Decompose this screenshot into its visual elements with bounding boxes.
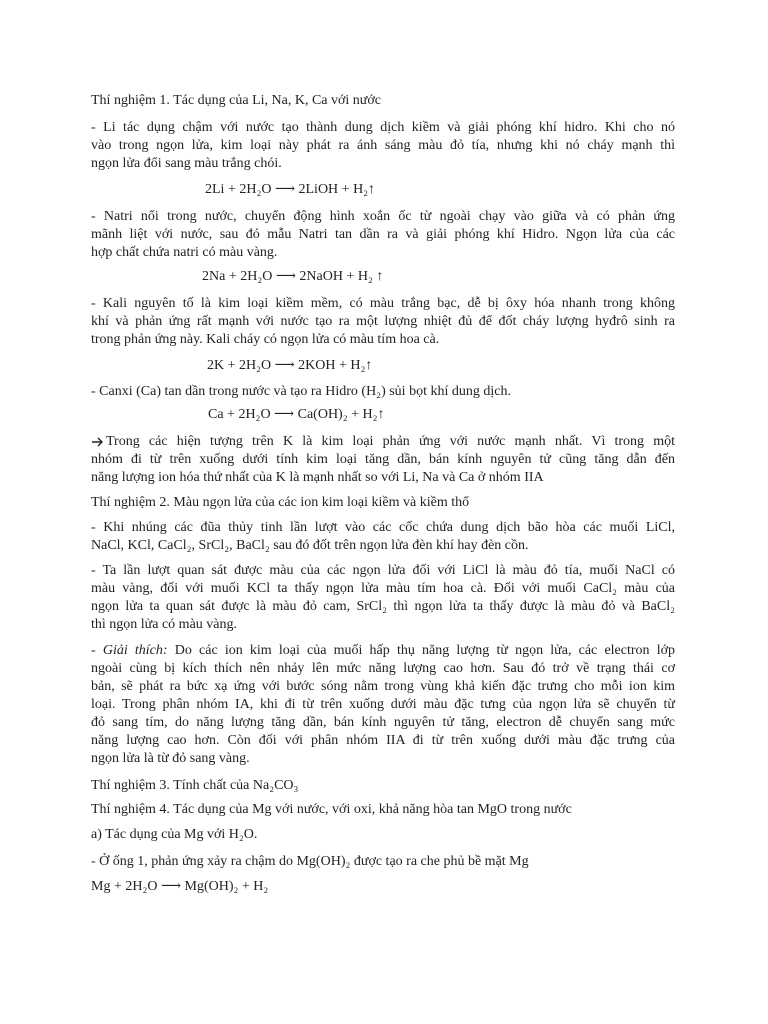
explanation-line: năng lượng cao hơn. Còn đối với phân nhóm IIA đi từ trên xuống dưới màu đặc trưng của: [91, 733, 675, 748]
explanation-line: ngọn lửa là từ đỏ sang vàng.: [91, 751, 250, 766]
na-paragraph-line: hợp chất chứa natri có màu vàng.: [91, 245, 278, 260]
na-paragraph-line: mãnh liệt với nước, sau đó mẫu Natri tan dần ra và giải phóng khí Hidro. Ngọn lửa của các: [91, 227, 675, 242]
exp2-p2-line: màu vàng, đối với muối KCl ta thấy ngọn lửa màu tím hoa cà. Đối với muối CaCl₂ màu của: [91, 581, 675, 596]
k-paragraph-line: trong phản ứng này. Kali cháy có ngọn lửa có màu tím hoa cà.: [91, 332, 440, 347]
explanation-label: Giải thích:: [102, 643, 168, 658]
exp1-heading: Thí nghiệm 1. Tác dụng của Li, Na, K, Ca với nước: [91, 93, 382, 108]
li-paragraph-line: vào trong ngọn lửa, kim loại này phát ra ánh sáng màu đỏ tía, nhưng khi nó cháy mạnh thì: [91, 138, 675, 153]
k-paragraph-line: khí và phản ứng rất mạnh với nước tạo ra một lượng nhiệt đủ để đốt cháy lượng hyđrô sinh ra: [91, 314, 675, 329]
conclusion-line: năng lượng ion hóa thứ nhất của K là mạnh nhất so với Li, Na và Ca ở nhóm IIA: [91, 470, 544, 485]
k-paragraph-line: - Kali nguyên tố là kim loại kiềm mềm, có màu trắng bạc, dễ bị ôxy hóa nhanh trong không: [91, 296, 675, 311]
conclusion-line: nhóm đi từ trên xuống dưới tính kim loại tăng dần, bán kính nguyên tử cũng tăng dẫn đến: [91, 452, 675, 467]
explanation-line: - Giải thích: Do các ion kim loại của muối hấp thụ năng lượng từ ngọn lửa, các electron lớp: [91, 643, 675, 658]
exp2-heading: Thí nghiệm 2. Màu ngọn lửa của các ion kim loại kiềm và kiềm thổ: [91, 495, 470, 510]
exp3-heading: Thí nghiệm 3. Tính chất của Na₂CO₃: [91, 778, 299, 793]
exp2-p2-line: thì ngọn lửa có màu vàng.: [91, 617, 238, 632]
explanation-line: bản, sẽ phát ra bức xạ ứng với bước sóng nằm trong vùng khả kiến đặc trưng cho mỗi ion kim: [91, 679, 675, 694]
li-paragraph-line: ngọn lửa đổi sang màu trắng chói.: [91, 156, 282, 171]
exp2-p1-line: NaCl, KCl, CaCl₂, SrCl₂, BaCl₂ sau đó đốt trên ngọn lửa đèn khí hay đèn cồn.: [91, 538, 529, 553]
ca-equation: Ca + 2H₂O ⟶ Ca(OH)₂ + H₂↑: [208, 407, 385, 422]
k-equation: 2K + 2H₂O ⟶ 2KOH + H₂↑: [207, 358, 373, 373]
exp2-p1-line: - Khi nhúng các đũa thủy tinh lần lượt vào các cốc chứa dung dịch bão hòa các muối LiCl,: [91, 520, 675, 535]
conclusion-line: Trong các hiện tượng trên K là kim loại phản ứng với nước mạnh nhất. Vì trong một: [106, 434, 675, 449]
ca-paragraph-line: - Canxi (Ca) tan dần trong nước và tạo ra Hidro (H₂) sủi bọt khí dung dịch.: [91, 384, 511, 399]
exp4-heading: Thí nghiệm 4. Tác dụng của Mg với nước, với oxi, khả năng hòa tan MgO trong nước: [91, 802, 572, 817]
na-equation: 2Na + 2H₂O ⟶ 2NaOH + H₂ ↑: [202, 269, 384, 284]
exp2-p2-line: - Ta lần lượt quan sát được màu của các ngọn lửa đối với LiCl là màu đỏ tía, muối NaCl có: [91, 563, 675, 578]
mg-equation: Mg + 2H₂O ⟶ Mg(OH)₂ + H₂: [91, 879, 269, 894]
exp4-subheading-a: a) Tác dụng của Mg với H₂O.: [91, 827, 258, 842]
explanation-line: loại. Trong phân nhóm IA, khi đi từ trên xuống dưới màu đặc tưng của ngọn lửa sẽ chuyển từ: [91, 697, 675, 712]
li-equation: 2Li + 2H₂O ⟶ 2LiOH + H₂↑: [205, 182, 376, 197]
na-paragraph-line: - Natri nổi trong nước, chuyển động hình xoắn ốc từ ngoài chạy vào giữa và có phản ứng: [91, 209, 675, 224]
explanation-line: đỏ sang tím, do năng lượng tăng dần, bán kính nguyên tử tăng, electron dễ chuyển sang mức: [91, 715, 675, 730]
li-paragraph-line: - Li tác dụng chậm với nước tạo thành dung dịch kiềm và giải phóng khí hidro. Khi cho nó: [91, 120, 675, 135]
exp2-p2-line: ngọn lửa ta quan sát được là màu đỏ cam, SrCl₂ thì ngọn lửa ta thấy được là màu đỏ và BaCl₂: [91, 599, 675, 614]
tube1-observation: - Ở ống 1, phản ứng xảy ra chậm do Mg(OH)₂ được tạo ra che phủ bề mặt Mg: [91, 854, 529, 869]
explanation-line: ngoài cùng bị kích thích nên nhảy lên mức năng lượng cao hơn. Sau đó trở về trạng thái cơ: [91, 661, 675, 676]
